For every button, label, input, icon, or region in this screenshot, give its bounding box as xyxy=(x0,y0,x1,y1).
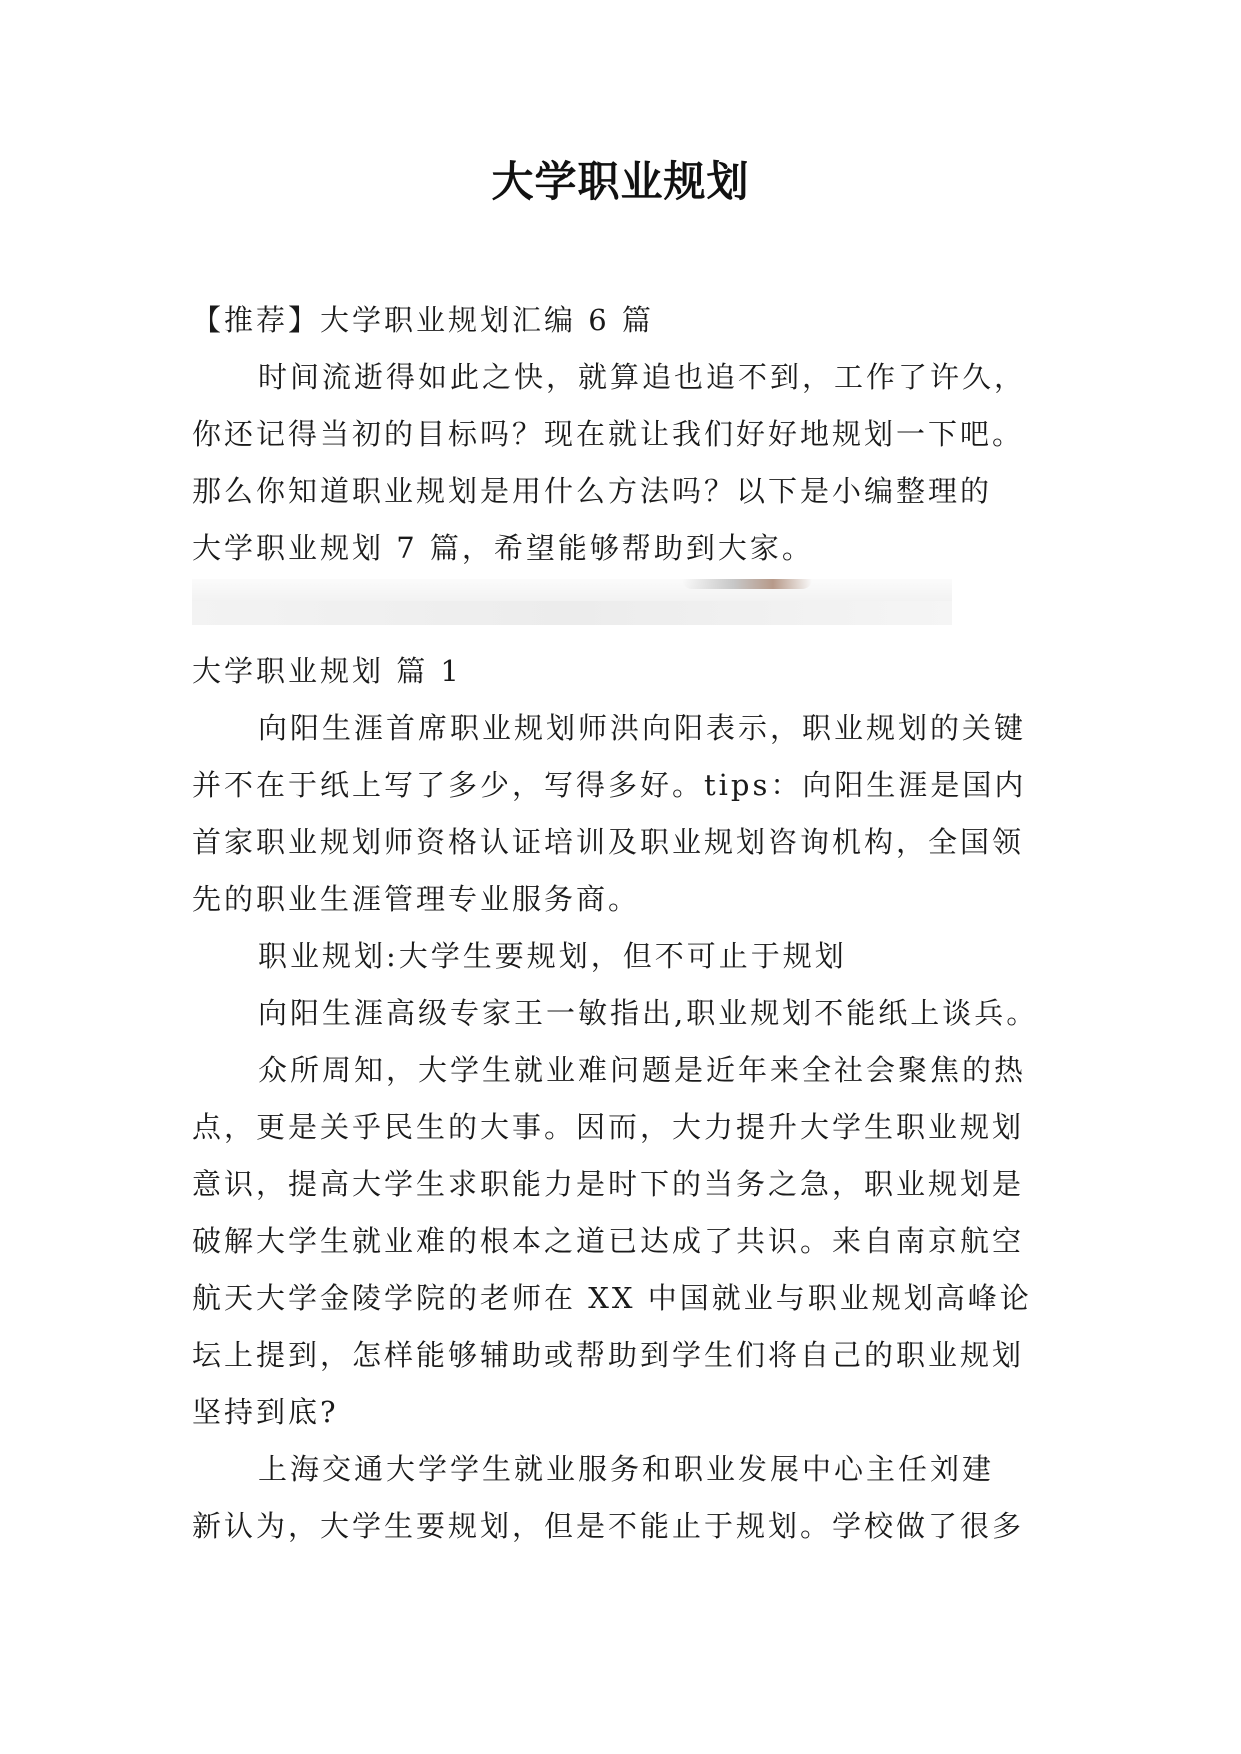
intro-line: 大学职业规划 7 篇，希望能够帮助到大家。 xyxy=(192,531,814,565)
paragraph-line: 航天大学金陵学院的老师在 XX 中国就业与职业规划高峰论 xyxy=(192,1281,1032,1315)
intro-line: 你还记得当初的目标吗？现在就让我们好好地规划一下吧。 xyxy=(192,417,1025,451)
paragraph-line: 首家职业规划师资格认证培训及职业规划咨询机构，全国领 xyxy=(192,825,1025,859)
paragraph-line: 职业规划:大学生要规划，但不可止于规划 xyxy=(258,939,847,973)
paragraph-line: 先的职业生涯管理专业服务商。 xyxy=(192,882,641,916)
paragraph-line: 上海交通大学学生就业服务和职业发展中心主任刘建 xyxy=(258,1452,995,1486)
image-shade xyxy=(192,601,952,625)
paragraph-line: 向阳生涯高级专家王一敏指出,职业规划不能纸上谈兵。 xyxy=(258,996,1039,1030)
intro-line: 那么你知道职业规划是用什么方法吗？以下是小编整理的 xyxy=(192,474,993,508)
document-body xyxy=(192,292,1092,1555)
paragraph-line: 众所周知，大学生就业难问题是近年来全社会聚焦的热 xyxy=(258,1053,1027,1087)
paragraph-line: 坚持到底? xyxy=(192,1395,339,1429)
paragraph-line: 点，更是关乎民生的大事。因而，大力提升大学生职业规划 xyxy=(192,1110,1025,1144)
image-detail xyxy=(682,579,812,589)
paragraph-line: 破解大学生就业难的根本之道已达成了共识。来自南京航空 xyxy=(192,1224,1025,1258)
document-title: 大学职业规划 xyxy=(491,157,750,206)
cropped-image xyxy=(192,579,952,625)
paragraph-line: 新认为，大学生要规划，但是不能止于规划。学校做了很多 xyxy=(192,1509,1025,1543)
section-heading: 大学职业规划 篇 1 xyxy=(192,654,462,688)
intro-heading: 【推荐】大学职业规划汇编 6 篇 xyxy=(192,303,654,337)
paragraph-line: 并不在于纸上写了多少，写得多好。tips：向阳生涯是国内 xyxy=(192,768,1027,802)
paragraph-line: 坛上提到，怎样能够辅助或帮助到学生们将自己的职业规划 xyxy=(192,1338,1025,1372)
paragraph-line: 意识，提高大学生求职能力是时下的当务之急，职业规划是 xyxy=(192,1167,1025,1201)
intro-line: 时间流逝得如此之快，就算追也追不到，工作了许久， xyxy=(258,360,1027,394)
paragraph-line: 向阳生涯首席职业规划师洪向阳表示，职业规划的关键 xyxy=(258,711,1027,745)
